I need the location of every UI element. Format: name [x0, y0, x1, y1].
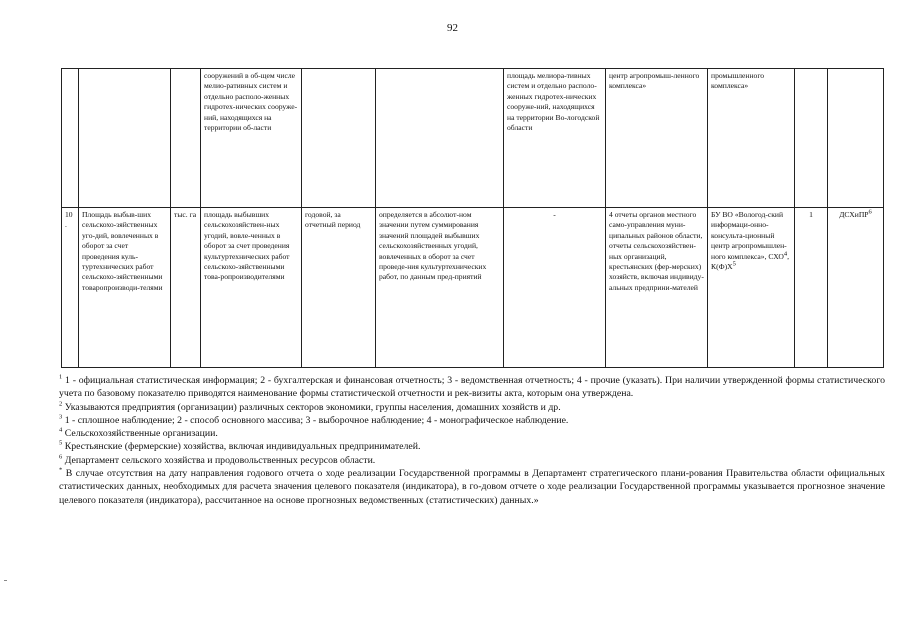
footnote: $^5$ Крестьянские (фермерские) хозяйства, включая индивидуальных предпринимателей. — [59, 440, 421, 453]
indicator-table — [61, 68, 884, 368]
table-cell: сооружений в об-щем числе мелио-ративных систем и отдельно располо-женных гидротех-нических сооруже-ний, находящихся на территории об-ласти — [201, 69, 302, 208]
periodicity: годовой, за отчетный период — [302, 208, 376, 368]
footnote: $^1$ 1 - официальная статистическая информация; 2 - бухгалтерская и финансовая отчетность; 3 - ведомственная отчетность; 4 - прочие (указать). При наличии утвержденной формы статистического учета по базовому показателю приводятся наименование формы статистической отчетности и рек-визиты акта, которым она утверждена. — [59, 373, 885, 400]
row-number: 10 . — [62, 208, 79, 368]
responsible-org: БУ ВО «Вологод-ский информаци-онно- консульта-ционный центр агропромышлен-ного комплекса», СХО$^4$, $К(Ф)Х^5$ — [708, 208, 795, 368]
indicator-name: Площадь выбыв-ших сельскохо-зяйственных уго-дий, вовлеченных в оборот за счет проведения куль-туртехнических работ сельскохо-зяйственными товаропроизводи-телями — [79, 208, 171, 368]
responsible-department: ДСХиПР$^6$ — [828, 208, 884, 368]
calculation-method: определяется в абсолют-ном значении путем суммирования значений площадей выбывших сельскохозяйственных угодий, вовлеченных в оборот за счет проведе-ния культуртехнических работ, по данным пред-приятий — [376, 208, 504, 368]
table-row — [62, 208, 884, 368]
scan-mark — [4, 580, 7, 581]
table-cell — [302, 69, 376, 208]
observation-type: 1 — [795, 208, 828, 368]
table-row — [62, 69, 884, 208]
table-cell — [79, 69, 171, 208]
indicator-definition: площадь выбывших сельскохозяйствен-ных угодий, вовле-ченных в оборот за счет проведения культуртехнических работ сельскохо-зяйственными това-ропроизводителями — [201, 208, 302, 368]
unit: тыс. га — [171, 208, 201, 368]
table-cell — [795, 69, 828, 208]
footnotes — [59, 374, 885, 507]
table-cell: площадь мелиора-тивных систем и отдельно располо-женных гидротех-нических сооруже-ний, находящихся на территории Во-логодской области — [504, 69, 606, 208]
table-cell — [828, 69, 884, 208]
footnote: $^3$ 1 - сплошное наблюдение; 2 - способ основного массива; 3 - выборочное наблюдение; 4 - монографическое наблюдение. — [59, 413, 569, 426]
base-indicators: - — [504, 208, 606, 368]
table-cell — [376, 69, 504, 208]
footnote: $^6$ Департамент сельского хозяйства и продовольственных ресурсов области. — [59, 453, 376, 466]
footnote: $^4$ Сельскохозяйственные организации. — [59, 426, 218, 440]
table-cell: промышленного комплекса» — [708, 69, 795, 208]
data-source: 4 отчеты органов местного само-управления муни-ципальных районов области, отчеты сельскохозяйствен-ных организаций, крестьянских (фер-мерских) хозяйств, включая индивиду-альных предприни-мателей — [606, 208, 708, 368]
footnote: $^2$ Указываются предприятия (организации) различных секторов экономики, группы населения, домашних хозяйств и др. — [59, 400, 561, 413]
table-cell — [171, 69, 201, 208]
table-cell — [62, 69, 79, 208]
table-cell: центр агропромыш-ленного комплекса» — [606, 69, 708, 208]
page-number: 92 — [447, 22, 458, 34]
footnote: * В случае отсутствия на дату направления годового отчета о ходе реализации Государственной программы в Департамент стратегического плани-рования Правительства области официальных статистических данных, необходимых для расчета значения целевого показателя (индикатора), в го-довом отчете о ходе реализации Государственной программы указывается прогнозное значение целевого показателя (индикатора), рассчитанное на основе прогнозных ведомственных (статистических) данных.» — [59, 466, 885, 506]
